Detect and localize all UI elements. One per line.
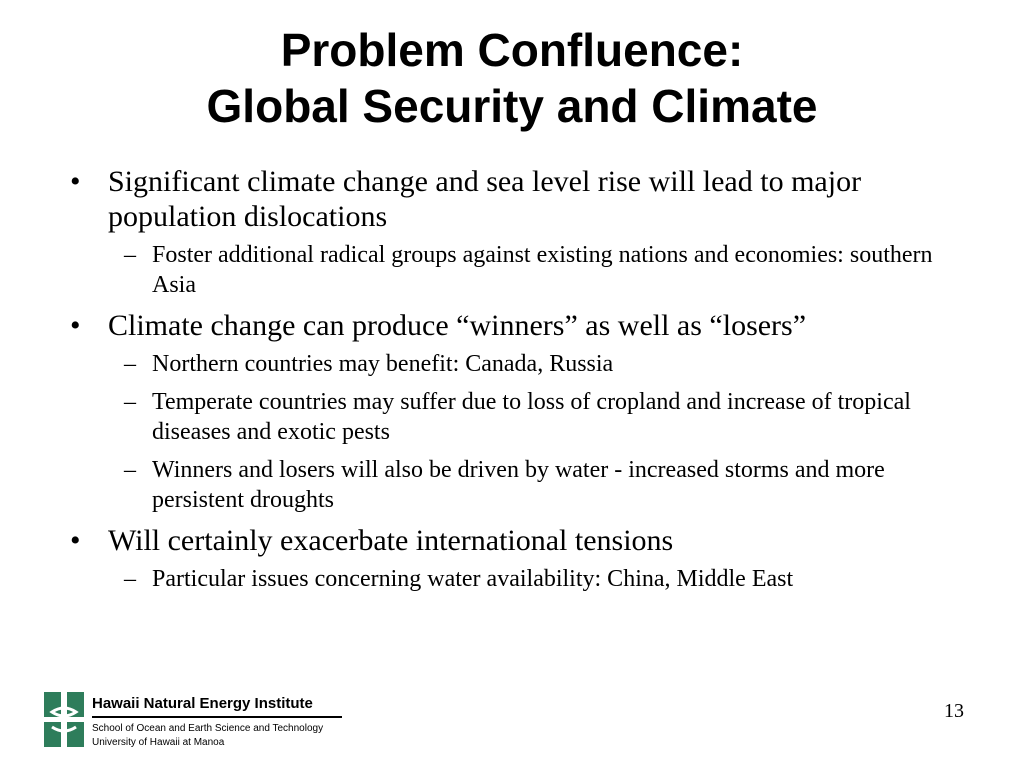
sub-bullet-text: Northern countries may benefit: Canada, Russia	[152, 351, 614, 377]
dash-icon: –	[124, 566, 136, 592]
sub-bullet-item	[124, 455, 970, 515]
bullet-text: Significant climate change and sea level rise will lead to major population dislocations	[108, 165, 862, 233]
sub-bullet-item	[124, 387, 970, 447]
sub-bullet-text: Particular issues concerning water availability: China, Middle East	[152, 566, 794, 592]
footer-divider	[92, 716, 342, 718]
bullet-list	[70, 164, 970, 602]
school-name: School of Ocean and Earth Science and Technology	[92, 723, 324, 734]
slide-title	[0, 22, 1024, 134]
title-line-2: Global Security and Climate	[206, 80, 818, 132]
bullet-item	[70, 308, 970, 343]
sub-bullet-item	[124, 240, 970, 300]
university-name: University of Hawaii at Manoa	[92, 737, 225, 748]
sub-bullet-text: Temperate countries may suffer due to loss of cropland and increase of tropical diseases and exotic pests	[152, 389, 911, 445]
title-line-1: Problem Confluence:	[280, 24, 744, 76]
bullet-icon: •	[70, 165, 81, 198]
dash-icon: –	[124, 389, 136, 415]
bullet-icon: •	[70, 524, 81, 557]
dash-icon: –	[124, 351, 136, 377]
page-number: 13	[944, 700, 964, 722]
hnei-logo-icon	[44, 692, 84, 747]
bullet-text: Will certainly exacerbate international tensions	[108, 524, 674, 557]
sub-bullet-item	[124, 564, 970, 594]
bullet-icon: •	[70, 309, 81, 342]
bullet-item	[70, 523, 970, 558]
sub-bullet-text: Winners and losers will also be driven by water - increased storms and more persistent droughts	[152, 457, 885, 513]
dash-icon: –	[124, 457, 136, 483]
sub-bullet-text: Foster additional radical groups against existing nations and economies: southern Asia	[152, 242, 933, 298]
bullet-item	[70, 164, 970, 234]
dash-icon: –	[124, 242, 136, 268]
bullet-text: Climate change can produce “winners” as well as “losers”	[108, 309, 807, 342]
sub-bullet-item	[124, 349, 970, 379]
institute-name: Hawaii Natural Energy Institute	[92, 695, 313, 712]
